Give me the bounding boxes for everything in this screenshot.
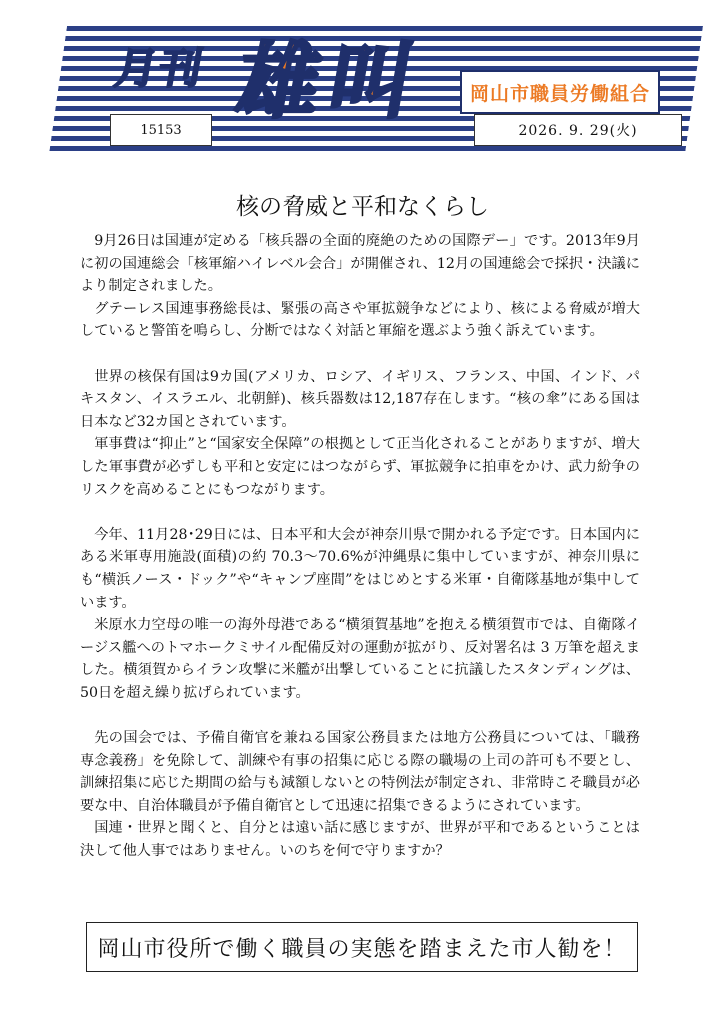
slogan-box (86, 922, 638, 972)
article-body (80, 230, 640, 863)
paragraph: 国連・世界と聞くと、自分とは遠い話に感じますが、世界が平和であるということは決して他人事ではありません。いのちを何で守りますか？ (80, 820, 640, 860)
paragraph: 9月26日は国連が定める「核兵器の全面的廃絶のための国際デー」です。2013年9月に初の国連総会「核軍縮ハイレベル会合」が開催され、12月の国連総会で採択・決議により制定されました。 (80, 233, 640, 295)
union-name: 岡山市職員労働組合 (469, 82, 650, 105)
paragraph: 米原水力空母の唯一の海外母港である“横須賀基地”を抱える横須賀市では、自衛隊イージス艦へのトマホークミサイル配備反対の運動が拡がり、反対署名は 3 万筆を超えました。横須賀からイラン攻撃に米艦が出撃していることに抗議したスタンディングは、50日を超え繰り拡げられています。 (80, 617, 640, 701)
issue-number: 15153 (110, 114, 212, 146)
masthead-banner (49, 26, 703, 154)
paragraph: 先の国会では、予備自衛官を兼ねる国家公務員または地方公務員については、「職務専念義務」を免除して、訓練や有事の招集に応じる際の職場の上司の許可も不要とし、訓練招集に応じた期間の給与も減額しないとの特例法が制定され、非常時こそ職員が必要な中、自治体職員が予備自衛官として迅速に招集できるようにされています。 (80, 730, 640, 814)
paragraph: グテーレス国連事務総長は、緊張の高さや軍拡競争などにより、核による脅威が増大していると警笛を鳴らし、分断ではなく対話と軍縮を選ぶよう強く訴えています。 (80, 300, 640, 340)
logo-title: 雄叫 (229, 35, 431, 130)
issue-date: 2026. 9. 29(火) (474, 114, 682, 146)
paragraph: 今年、11月28･29日には、日本平和大会が神奈川県で開かれる予定です。日本国内にある米軍専用施設(面積)の約 70.3～70.6%が沖縄県に集中していますが、神奈川県にも“横浜ノース・ドック”や“キャンプ座間”をはじめとする米軍・自衛隊基地が集中しています。 (80, 526, 640, 611)
union-name-box (460, 70, 660, 114)
slogan: 岡山市役所で働く職員の実態を踏まえた市人勧を！ (97, 936, 627, 962)
logo-monthly: 月刊 (111, 44, 208, 93)
paragraph: 軍事費は“抑止”と“国家安全保障”の根拠として正当化されることがありますが、増大した軍事費が必ずしも平和と安定にはつながらず、軍拡競争に拍車をかけ、武力紛争のリスクを高めることにもつながります。 (80, 436, 640, 498)
article-title: 核の脅威と平和なくらし (236, 194, 489, 220)
paragraph: 世界の核保有国は9カ国(アメリカ、ロシア、イギリス、フランス、中国、インド、パキスタン、イスラエル、北朝鮮)、核兵器数は12,187存在します。“核の傘”にある国は日本など32カ国とされています。 (80, 368, 640, 430)
